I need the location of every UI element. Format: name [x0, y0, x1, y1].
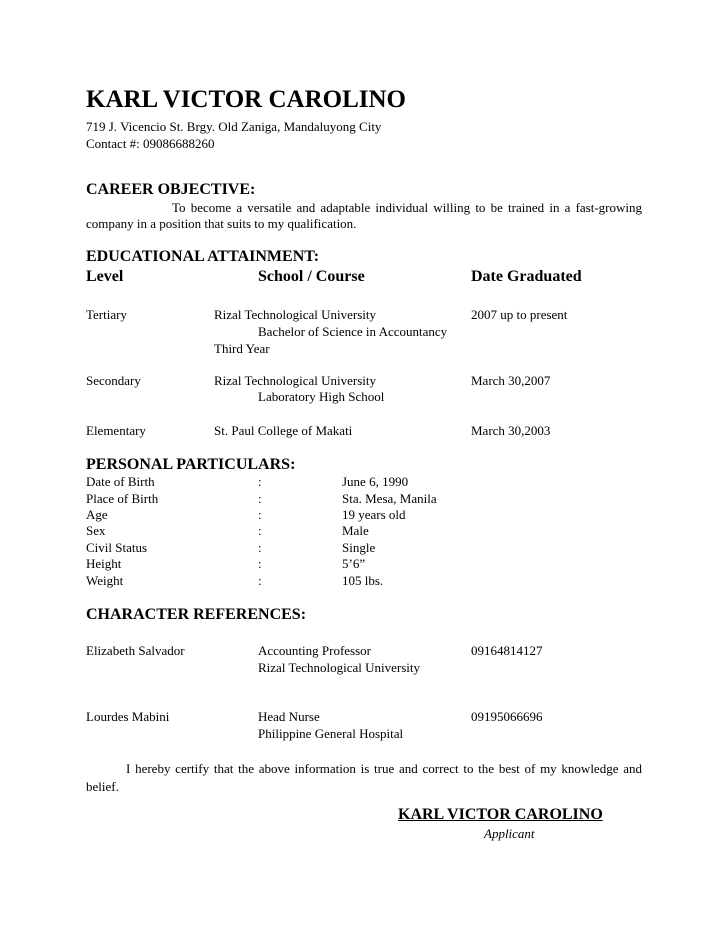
edu-date: 2007 up to present — [471, 307, 568, 322]
personal-value: Single — [342, 540, 376, 555]
references-heading: CHARACTER REFERENCES: — [86, 606, 307, 623]
personal-label: Date of Birth — [86, 474, 155, 489]
column-school-course: School / Course — [258, 268, 365, 285]
personal-separator: : — [258, 507, 262, 522]
edu-level: Tertiary — [86, 307, 127, 322]
column-date-graduated: Date Graduated — [471, 268, 582, 285]
reference-name: Lourdes Mabini — [86, 709, 170, 724]
personal-label: Civil Status — [86, 540, 148, 555]
edu-level: Secondary — [86, 373, 141, 388]
reference-phone: 09164814127 — [471, 643, 543, 658]
edu-date: March 30,2003 — [471, 423, 551, 438]
personal-separator: : — [258, 540, 262, 555]
personal-label: Sex — [86, 523, 106, 538]
personal-separator: : — [258, 573, 262, 588]
reference-organization: Philippine General Hospital — [258, 726, 404, 741]
personal-separator: : — [258, 556, 262, 571]
career-objective-heading: CAREER OBJECTIVE: — [86, 181, 256, 198]
reference-name: Elizabeth Salvador — [86, 643, 185, 658]
edu-school: Rizal Technological University — [214, 373, 377, 388]
edu-year-level: Third Year — [214, 341, 270, 356]
personal-value: 5’6” — [342, 556, 366, 571]
edu-course: Bachelor of Science in Accountancy — [258, 324, 448, 339]
reference-phone: 09195066696 — [471, 709, 543, 724]
personal-label: Height — [86, 556, 122, 571]
certification-text: I hereby certify that the above information is true and correct to the best of my knowledge and belief. — [86, 761, 642, 794]
education-heading: EDUCATIONAL ATTAINMENT: — [86, 248, 320, 265]
personal-value: Male — [342, 523, 369, 538]
applicant-name: KARL VICTOR CAROLINO — [86, 86, 406, 113]
edu-school: Rizal Technological University — [214, 307, 377, 322]
edu-course: Laboratory High School — [258, 389, 385, 404]
personal-value: 105 lbs. — [342, 573, 384, 588]
career-objective-text: To become a versatile and adaptable individual willing to be trained in a fast-growing company in a position that suits to my qualification. — [86, 200, 642, 231]
personal-label: Weight — [86, 573, 124, 588]
personal-value: Sta. Mesa, Manila — [342, 491, 437, 506]
reference-organization: Rizal Technological University — [258, 660, 421, 675]
personal-label: Place of Birth — [86, 491, 159, 506]
signature-role: Applicant — [484, 826, 535, 841]
reference-position: Head Nurse — [258, 709, 320, 724]
contact-number: Contact #: 09086688260 — [86, 136, 215, 151]
edu-school: St. Paul College of Makati — [214, 423, 353, 438]
personal-separator: : — [258, 523, 262, 538]
personal-value: 19 years old — [342, 507, 406, 522]
edu-date: March 30,2007 — [471, 373, 551, 388]
reference-position: Accounting Professor — [258, 643, 372, 658]
personal-heading: PERSONAL PARTICULARS: — [86, 456, 296, 473]
signature-name: KARL VICTOR CAROLINO — [398, 806, 603, 823]
personal-separator: : — [258, 491, 262, 506]
column-level: Level — [86, 268, 124, 285]
personal-value: June 6, 1990 — [342, 474, 409, 489]
personal-label: Age — [86, 507, 108, 522]
address: 719 J. Vicencio St. Brgy. Old Zaniga, Mandaluyong City — [86, 119, 382, 134]
edu-level: Elementary — [86, 423, 146, 438]
personal-separator: : — [258, 474, 262, 489]
